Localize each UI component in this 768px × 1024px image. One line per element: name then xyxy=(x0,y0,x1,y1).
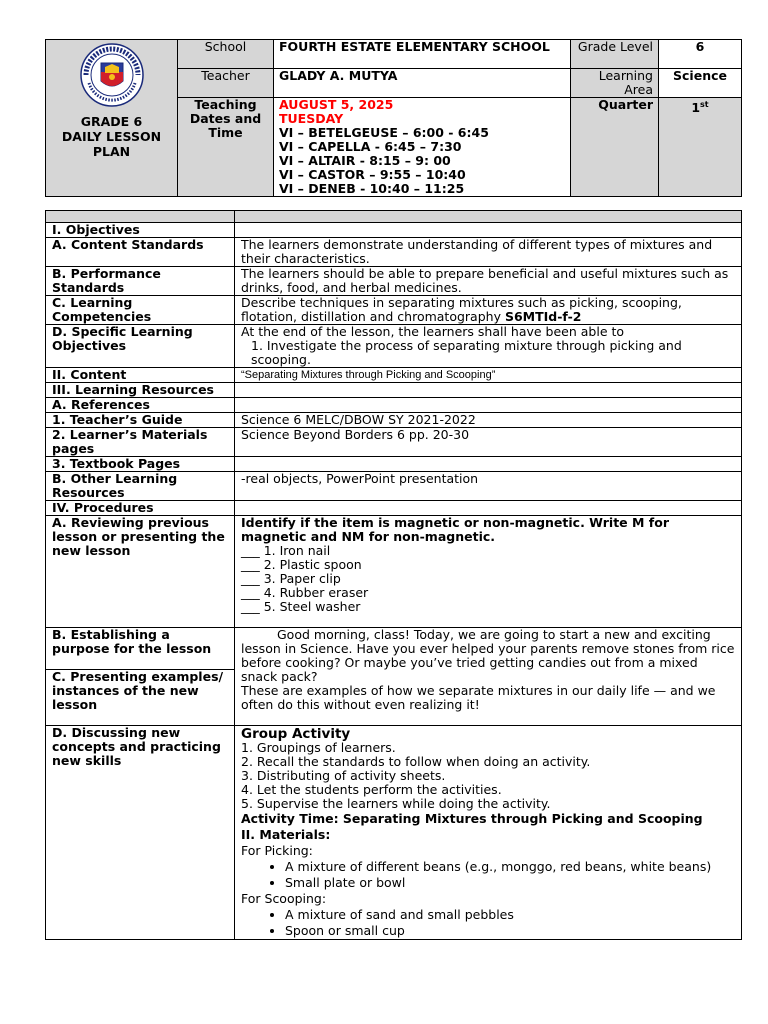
group-activity-title: Group Activity xyxy=(241,726,351,742)
learners-materials-text: Science Beyond Borders 6 pp. 20-30 xyxy=(235,428,742,457)
deped-seal-logo xyxy=(77,43,147,107)
quarter-value xyxy=(659,98,742,197)
lesson-plan-header xyxy=(45,39,742,197)
learning-competencies-text xyxy=(235,296,742,325)
picking-item: • A mixture of different beans (e.g., monggo, red beans, white beans) xyxy=(285,859,735,875)
performance-standards-text: The learners should be able to prepare beneficial and useful mixtures such as drinks, food, and herbal medicines. xyxy=(235,267,742,296)
review-item: ___ 3. Paper clip xyxy=(241,571,341,586)
presenting-examples-label: C. Presenting examples/ instances of the new lesson xyxy=(46,670,235,726)
teaching-dates-label: Teaching Dates and Time xyxy=(178,98,274,197)
schedule-line: VI – ALTAIR - 8:15 – 9: 00 xyxy=(279,153,451,168)
group-step: 2. Recall the standards to follow when doing an activity. xyxy=(241,754,591,769)
review-item: ___ 2. Plastic spoon xyxy=(241,557,362,572)
quarter-number: 1 xyxy=(691,100,701,116)
learning-area-value: Science xyxy=(659,69,742,98)
grade-level-value: 6 xyxy=(659,40,742,69)
learners-materials-label: 2. Learner’s Materials pages xyxy=(46,428,235,457)
group-step: 3. Distributing of activity sheets. xyxy=(241,768,446,783)
discussing-content xyxy=(235,726,742,940)
activity-title: Activity Time: Separating Mixtures through Picking and Scooping xyxy=(241,811,703,826)
schedule-line: VI – CAPELLA - 6:45 – 7:30 xyxy=(279,139,462,154)
scooping-list xyxy=(241,907,735,939)
objective-item xyxy=(241,339,735,367)
picking-label: For Picking: xyxy=(241,843,313,858)
schedule-line: VI – DENEB - 10:40 – 11:25 xyxy=(279,181,465,196)
scooping-item: • Spoon or small cup xyxy=(285,923,735,939)
group-step: 1. Groupings of learners. xyxy=(241,740,396,755)
objective-item-text: 1. Investigate the process of separating mixture through picking and scooping. xyxy=(251,338,682,367)
teaching-dates-value xyxy=(274,98,571,197)
review-item: ___ 1. Iron nail xyxy=(241,543,331,558)
objectives-label: I. Objectives xyxy=(46,223,235,238)
specific-objectives-label: D. Specific Learning Objectives xyxy=(46,325,235,368)
references-label: A. References xyxy=(46,398,235,413)
grade-level-label: Grade Level xyxy=(571,40,659,69)
group-step: 5. Supervise the learners while doing the activity. xyxy=(241,796,551,811)
quarter-label: Quarter xyxy=(571,98,659,197)
teaching-date: AUGUST 5, 2025 xyxy=(279,97,394,112)
review-instruction: Identify if the item is magnetic or non-magnetic. Write M for magnetic and NM for non-magnetic. xyxy=(241,515,669,544)
picking-list xyxy=(241,859,735,891)
scooping-label: For Scooping: xyxy=(241,891,327,906)
teacher-label: Teacher xyxy=(178,69,274,98)
scooping-item: • A mixture of sand and small pebbles xyxy=(285,907,735,923)
content-standards-label: A. Content Standards xyxy=(46,238,235,267)
objectives-intro: At the end of the lesson, the learners shall have been able to xyxy=(241,324,625,339)
teachers-guide-label: 1. Teacher’s Guide xyxy=(46,413,235,428)
school-value: FOURTH ESTATE ELEMENTARY SCHOOL xyxy=(274,40,571,69)
purpose-paragraph: These are examples of how we separate mixtures in our daily life — and we often do this without even realizing it! xyxy=(241,683,716,712)
performance-standards-label: B. Performance Standards xyxy=(46,267,235,296)
logo-cell xyxy=(46,40,178,197)
group-step: 4. Let the students perform the activities. xyxy=(241,782,502,797)
other-resources-text: -real objects, PowerPoint presentation xyxy=(235,472,742,501)
content-standards-text: The learners demonstrate understanding of different types of mixtures and their characteristics. xyxy=(235,238,742,267)
competencies-description: Describe techniques in separating mixtures such as picking, scooping, flotation, distillation and chromatography xyxy=(241,295,682,324)
review-label: A. Reviewing previous lesson or presenting the new lesson xyxy=(46,516,235,628)
lesson-plan-body xyxy=(45,210,742,940)
schedule-line: VI – BETELGEUSE – 6:00 - 6:45 xyxy=(279,125,489,140)
picking-item: • Small plate or bowl xyxy=(285,875,735,891)
plan-title-line: DAILY LESSON xyxy=(61,129,162,144)
learning-area-label: Learning Area xyxy=(571,69,659,98)
textbook-pages-label: 3. Textbook Pages xyxy=(46,457,235,472)
content-text: “Separating Mixtures through Picking and Scooping” xyxy=(235,368,742,383)
teachers-guide-text: Science 6 MELC/DBOW SY 2021-2022 xyxy=(235,413,742,428)
school-label: School xyxy=(178,40,274,69)
plan-title-line: PLAN xyxy=(92,144,131,159)
schedule-line: VI – CASTOR – 9:55 – 10:40 xyxy=(279,167,466,182)
review-item: ___ 5. Steel washer xyxy=(241,599,361,614)
content-label: II. Content xyxy=(46,368,235,383)
other-resources-label: B. Other Learning Resources xyxy=(46,472,235,501)
purpose-content xyxy=(235,628,742,726)
competency-code: S6MTId-f-2 xyxy=(504,309,582,324)
discussing-concepts-label: D. Discussing new concepts and practicing new skills xyxy=(46,726,235,940)
plan-title xyxy=(51,114,172,159)
review-item: ___ 4. Rubber eraser xyxy=(241,585,369,600)
quarter-suffix: st xyxy=(700,100,709,109)
learning-competencies-label: C. Learning Competencies xyxy=(46,296,235,325)
purpose-paragraph: Good morning, class! Today, we are going to start a new and exciting lesson in Science. Have you ever helped your parents remove stones from rice before cooking? Or maybe you’ve tried getting candies out from a mixed snack pack? xyxy=(241,627,735,684)
materials-title: II. Materials: xyxy=(241,827,331,842)
establishing-purpose-label: B. Establishing a purpose for the lesson xyxy=(46,628,235,670)
procedures-label: IV. Procedures xyxy=(46,501,235,516)
plan-title-line: GRADE 6 xyxy=(80,114,143,129)
review-content xyxy=(235,516,742,628)
learning-resources-label: III. Learning Resources xyxy=(46,383,235,398)
teacher-value: GLADY A. MUTYA xyxy=(274,69,571,98)
specific-objectives-text xyxy=(235,325,742,368)
teaching-day: TUESDAY xyxy=(279,111,344,126)
